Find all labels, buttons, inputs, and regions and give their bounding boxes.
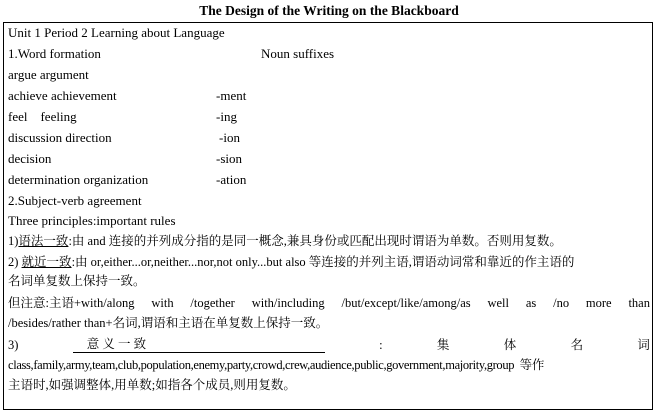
principle-2-term: 就近一致 <box>21 255 72 269</box>
principle-3 <box>8 337 650 353</box>
note-part: more <box>585 296 612 310</box>
principle-3-term <box>73 337 325 353</box>
page-title: The Design of the Writing on the Blackboard <box>199 3 459 18</box>
suffix-cell: -ment <box>216 88 247 103</box>
suffix-cell: -ing <box>216 109 237 124</box>
word-row: discussion direction <box>8 130 112 145</box>
principle-1-text: :由 and 连接的并列成分指的是同一概念,兼具身份或匹配出现时谓语为单数。否则用复数。 <box>68 234 562 248</box>
note-part: well <box>487 296 509 310</box>
principle-3-prefix: 3) <box>8 338 19 352</box>
principle-2 <box>8 254 574 270</box>
word-row: determination organization <box>8 172 149 187</box>
word-row: decision <box>8 151 52 166</box>
principle-3-line2: class,family,army,team,club,population,enemy,party,crowd,crew,audience,public,government,majority,group 等作 <box>8 358 544 372</box>
principle-2-note-line1 <box>8 295 650 311</box>
note-part: than <box>628 296 650 310</box>
principles-line: Three principles:important rules <box>8 213 176 228</box>
suffix-cell: -ation <box>216 172 247 187</box>
note-part: /no <box>553 296 570 310</box>
suffix-cell: -ion <box>219 130 240 145</box>
principle-3-colon: : <box>379 338 383 352</box>
suffix-cell: -sion <box>216 151 242 166</box>
note-part: with/including <box>251 296 325 310</box>
principle-2-text: :由 or,either...or,neither...nor,not only...but also 等连接的并列主语,谓语动词常和靠近的作主语的 <box>71 255 575 269</box>
principle-3-trailing-char: 词 <box>637 338 650 352</box>
note-part: /together <box>190 296 235 310</box>
principle-2-note-line2: /besides/rather than+名词,谓语和主语在单复数上保持一致。 <box>8 316 329 330</box>
principle-2-cont: 名词单复数上保持一致。 <box>8 274 146 288</box>
principle-1 <box>8 233 562 249</box>
principle-1-term: 语法一致 <box>18 234 69 248</box>
principle-3-trailing-char: 体 <box>503 338 517 352</box>
note-part: as <box>525 296 537 310</box>
section2-heading: 2.Subject-verb agreement <box>8 193 142 208</box>
principle-3-term-char: 意 <box>86 337 100 351</box>
principle-2-prefix: 2) <box>8 255 22 269</box>
section1-heading: 1.Word formation <box>8 46 101 61</box>
principle-3-line3: 主语时,如强调整体,用单数;如指各个成员,则用复数。 <box>8 378 296 392</box>
principle-3-term-char: 一 <box>118 337 131 351</box>
note-part: /but/except/like/among/as <box>341 296 471 310</box>
principle-1-prefix: 1) <box>8 234 19 248</box>
noun-suffixes-label: Noun suffixes <box>261 46 335 61</box>
word-row: feel feeling <box>8 109 77 124</box>
principle-3-term-char: 致 <box>133 337 147 351</box>
unit-header: Unit 1 Period 2 Learning about Language <box>8 25 225 40</box>
word-row: achieve achievement <box>8 88 117 103</box>
blackboard-box <box>3 22 653 410</box>
word-row: argue argument <box>8 67 89 82</box>
note-part: 但注意:主语+with/along <box>8 296 135 310</box>
principle-3-trailing-char: 集 <box>436 338 450 352</box>
note-part: with <box>151 296 174 310</box>
principle-3-trailing-char: 名 <box>570 338 584 352</box>
principle-3-term-char: 义 <box>102 337 115 351</box>
